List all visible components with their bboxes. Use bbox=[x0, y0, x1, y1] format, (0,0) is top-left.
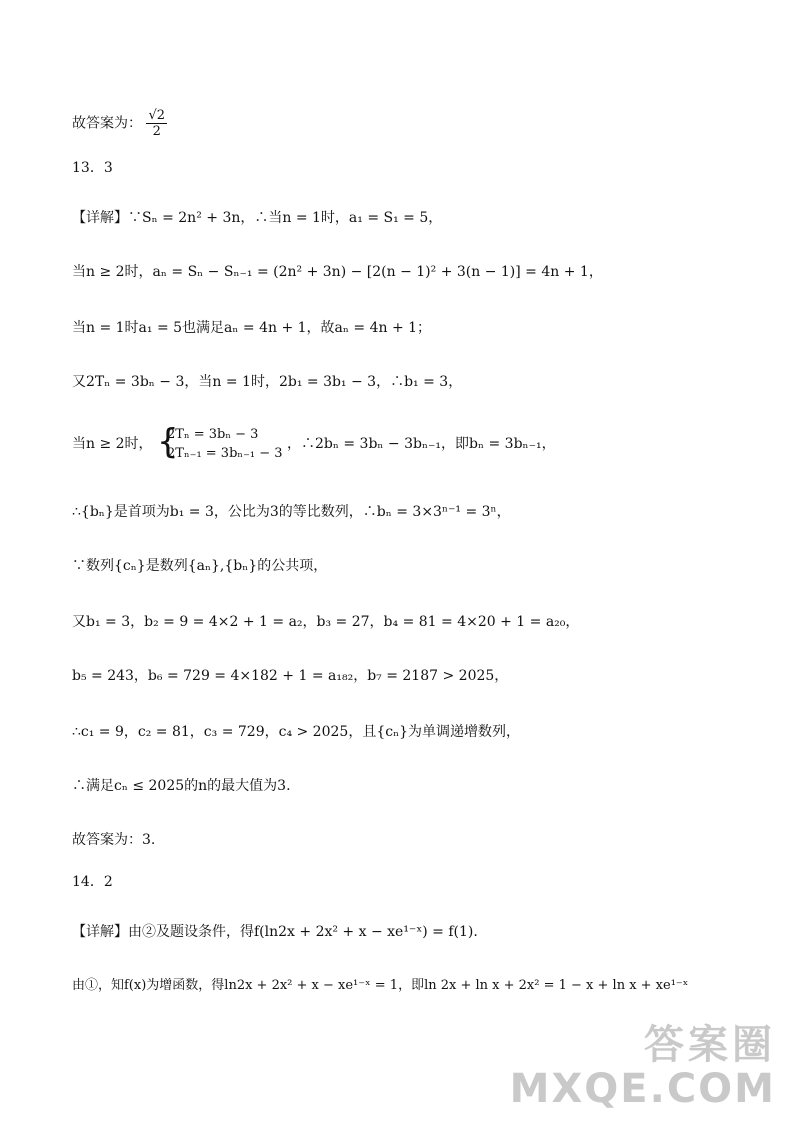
solution-line: ∴{bₙ}是首项为b₁ = 3，公比为3的等比数列，∴bₙ = 3×3ⁿ⁻¹ = 3ⁿ， bbox=[72, 504, 511, 520]
solution-line: 又b₁ = 3，b₂ = 9 = 4×2 + 1 = a₂，b₃ = 27，b₄ = 81 = 4×20 + 1 = a₂₀， bbox=[72, 614, 580, 630]
answer-label: 故答案为： bbox=[72, 115, 142, 132]
solution-line: 【详解】∵Sₙ = 2n² + 3n，∴当n = 1时，a₁ = S₁ = 5， bbox=[72, 210, 443, 226]
solution-line: ∴c₁ = 9，c₂ = 81，c₃ = 729，c₄ > 2025，且{cₙ}为单调递增数列， bbox=[72, 724, 521, 740]
fraction bbox=[146, 108, 167, 139]
fraction-denominator: 2 bbox=[152, 124, 161, 139]
watermark bbox=[510, 1023, 776, 1111]
watermark-logo: 答案圈 bbox=[644, 1022, 776, 1068]
solution-line: ∵数列{cₙ}是数列{aₙ},{bₙ}的公共项， bbox=[72, 558, 328, 574]
solution-line: 【详解】由②及题设条件，得f(ln2x + 2x² + x − xe¹⁻ˣ) = f(1). bbox=[72, 924, 478, 940]
solution-line-system bbox=[72, 424, 556, 464]
system-row: 2Tₙ₋₁ = 3bₙ₋₁ − 3 bbox=[167, 446, 283, 461]
condition-text: 当n ≥ 2时， bbox=[72, 436, 153, 452]
system-conclusion: ，∴2bₙ = 3bₙ − 3bₙ₋₁，即bₙ = 3bₙ₋₁， bbox=[286, 436, 556, 452]
fraction-numerator: √2 bbox=[148, 108, 166, 123]
solution-line: 当n = 1时a₁ = 5也满足aₙ = 4n + 1，故aₙ = 4n + 1； bbox=[72, 320, 432, 336]
answer-line: 故答案为：3. bbox=[72, 832, 156, 848]
question-14-heading: 14．2 bbox=[72, 874, 113, 890]
solution-line: 由①，知f(x)为增函数，得ln2x + 2x² + x − xe¹⁻ˣ = 1，即ln 2x + ln x + 2x² = 1 − x + ln x + xe¹⁻ˣ bbox=[72, 978, 689, 993]
left-brace-icon: { bbox=[157, 422, 179, 462]
answer-line bbox=[72, 108, 167, 139]
solution-line: ∴满足cₙ ≤ 2025的n的最大值为3. bbox=[72, 778, 291, 794]
watermark-url: MXQE.COM bbox=[509, 1066, 776, 1112]
question-13-heading: 13．3 bbox=[72, 160, 113, 176]
solution-line: 当n ≥ 2时，aₙ = Sₙ − Sₙ₋₁ = (2n² + 3n) − [2(n − 1)² + 3(n − 1)] = 4n + 1， bbox=[72, 264, 603, 280]
equation-system bbox=[157, 422, 283, 463]
system-row: 2Tₙ = 3bₙ − 3 bbox=[167, 427, 259, 442]
solution-line: 又2Tₙ = 3bₙ − 3，当n = 1时，2b₁ = 3b₁ − 3，∴b₁ = 3， bbox=[72, 374, 463, 390]
solution-line: b₅ = 243，b₆ = 729 = 4×182 + 1 = a₁₈₂，b₇ = 2187 > 2025， bbox=[72, 668, 509, 684]
